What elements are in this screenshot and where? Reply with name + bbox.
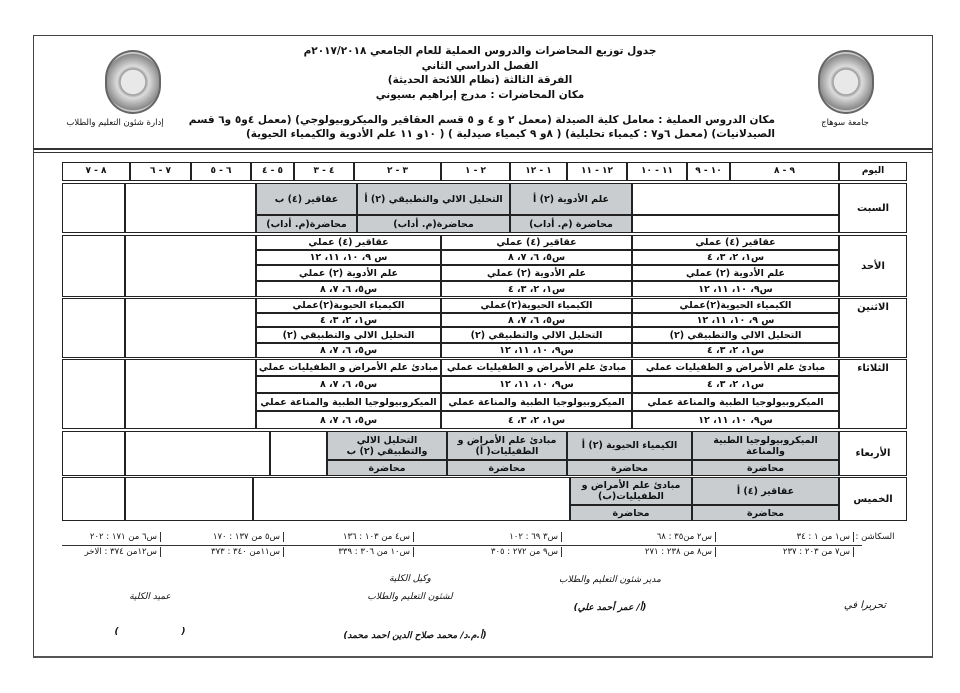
time-slot-header: ٩ - ٨ — [730, 162, 839, 181]
time-slot-header: ٤ - ٣ — [294, 162, 354, 181]
vice-dean-title: وكيل الكلية — [389, 574, 431, 584]
session-groups: س٥، ٦، ٧، ٨ — [256, 281, 441, 297]
vice-dean-title: لشئون التعليم والطلاب — [367, 592, 453, 602]
director-name: (أ/ عمر أحمد علي) — [573, 603, 647, 613]
empty-cell — [62, 235, 125, 297]
right-logo-caption: جامعة سوهاج — [821, 118, 869, 128]
empty-cell — [125, 235, 256, 297]
title-line: الفصل الدراسي الثاني — [421, 59, 539, 72]
empty-cell — [270, 431, 327, 476]
session-groups: س ٩، ١٠، ١١، ١٢ — [256, 250, 441, 265]
document-title-block — [230, 44, 730, 102]
session-groups: س٩، ١٠، ١١، ١٢ — [632, 281, 839, 297]
session-title: علم الأدوية (٢) عملي — [256, 265, 441, 281]
time-slot-header: ٧ - ٦ — [130, 162, 191, 181]
title-line: مكان المحاضرات : مدرج إبراهيم بسيوني — [375, 88, 585, 101]
session-title: التحليل الالي والتطبيقي (٢) — [632, 327, 839, 343]
session-title: الميكروبيولوجيا الطبية والمناعة عملي — [441, 393, 632, 411]
section-range: س٩ من ٢٧٢ : ٣٠٥ — [458, 547, 562, 557]
session-title: مبادئ علم الأمراض و الطفيليات عملي — [256, 359, 441, 376]
empty-cell — [632, 183, 839, 215]
session-title: مبادئ علم الأمراض و الطفيليات عملي — [632, 359, 839, 376]
day-label-thursday: الخميس — [839, 477, 907, 521]
section-range: س١ من ١ : ٣٤ — [760, 532, 854, 542]
section-range: س١٢من ٣٧٤ : الاخر — [62, 547, 161, 557]
session-groups: س٩، ١٠، ١١، ١٢ — [441, 343, 632, 358]
session-detail: محاضرة — [692, 460, 839, 476]
left-logo-caption: إدارة شئون التعليم والطلاب — [66, 118, 164, 128]
day-label-saturday: السبت — [839, 183, 907, 233]
session-title: الميكروبيولوجيا الطبية والمناعة عملي — [632, 393, 839, 411]
time-slot-header: ٦ - ٥ — [191, 162, 251, 181]
session-groups: س١، ٢، ٣، ٤ — [256, 313, 441, 327]
section-range: س٦ من ١٧١ : ٢٠٢ — [62, 532, 161, 542]
empty-cell — [62, 431, 125, 476]
empty-cell — [62, 477, 125, 521]
empty-cell — [632, 215, 839, 233]
section-range: س٢ من٣٥ : ٦٨ — [612, 532, 716, 542]
empty-cell — [125, 477, 253, 521]
session-groups: س١، ٢، ٣، ٤ — [632, 376, 839, 393]
written-on-label: تحريرا في — [843, 600, 887, 611]
session-title: مبادئ علم الأمراض و الطفيليات( أ) — [447, 431, 567, 460]
day-column-header: اليوم — [839, 162, 907, 181]
time-slot-header: ١٠ - ٩ — [687, 162, 730, 181]
title-line: جدول توزيع المحاضرات والدروس العملية للعام الجامعي ٢٠١٧/٢٠١٨م — [303, 45, 657, 57]
session-title: عقاقير (٤) أ — [692, 477, 839, 505]
session-groups: س١، ٢، ٣، ٤ — [441, 281, 632, 297]
empty-cell — [62, 183, 125, 233]
session-title: عقاقير (٤) ب — [256, 183, 357, 215]
session-title: الكيمياء الحيوية(٢)عملي — [441, 298, 632, 313]
session-detail: محاضرة(م. أداب) — [256, 215, 357, 233]
session-groups: س١، ٢، ٣، ٤ — [632, 250, 839, 265]
session-detail: محاضرة(م. أداب) — [357, 215, 510, 233]
session-detail: محاضرة — [570, 505, 692, 521]
session-title: علم الأدوية (٢) عملي — [632, 265, 839, 281]
section-range: س٨ من ٢٣٨ : ٢٧١ — [612, 547, 716, 557]
section-range: س٤ من ١٠٣ : ١٣٦ — [300, 532, 414, 542]
day-label-wednesday: الأربعاء — [839, 431, 907, 476]
director-title: مدير شئون التعليم والطلاب — [559, 575, 661, 585]
session-title: التحليل الالي والتطبيقي (٢) — [441, 327, 632, 343]
session-title: الميكروبيولوجيا الطبية والمناعة — [692, 431, 839, 460]
time-slot-header: ٨ - ٧ — [62, 162, 130, 181]
session-title: الكيمياء الحيوية(٢)عملي — [632, 298, 839, 313]
session-title: عقاقير (٤) عملي — [256, 235, 441, 250]
session-groups: س٥، ٦، ٧، ٨ — [256, 411, 441, 429]
day-label-tuesday: الثلاثاء — [839, 359, 907, 429]
session-detail: محاضرة — [692, 505, 839, 521]
day-label-sunday: الأحد — [839, 235, 907, 297]
empty-cell — [125, 298, 256, 358]
section-range: س٧ من ٢٠٣ : ٢٣٧ — [760, 547, 854, 557]
empty-cell — [253, 477, 570, 521]
session-title: مبادئ علم الأمراض و الطفيليات(ب) — [570, 477, 692, 505]
session-detail: محاضرة — [327, 460, 447, 476]
section-range: س١٠ من ٣٠٦ : ٣٣٩ — [300, 547, 414, 557]
session-groups: س٥، ٦، ٧، ٨ — [441, 313, 632, 327]
time-slot-header: ٢ - ١ — [441, 162, 510, 181]
session-groups: س٥، ٦، ٧، ٨ — [441, 250, 632, 265]
time-slot-header: ١١ - ١٠ — [627, 162, 687, 181]
labs-line-2: الصيدلانيات) (معمل ٦و٧ : كيمياء تحليلية) ( ٨و ٩ كيمياء صيدلية ) ( ١٠و ١١ علم الأدوية والكيمياء الحيوية) — [245, 128, 775, 140]
session-title: التحليل الالي والتطبيقي (٢) ب — [327, 431, 447, 460]
session-groups: س١، ٢، ٣، ٤ — [632, 343, 839, 358]
empty-cell — [62, 298, 125, 358]
vice-dean-name: (أ.م.د/ محمد صلاح الدين احمد محمد) — [343, 631, 487, 641]
empty-cell — [62, 359, 125, 429]
session-groups: س٥، ٦، ٧، ٨ — [256, 343, 441, 358]
time-slot-header: ٣ - ٢ — [354, 162, 441, 181]
session-detail: محاضرة (م. أداب) — [510, 215, 632, 233]
time-slot-header: ١ - ١٢ — [510, 162, 567, 181]
section-range: س٥ من ١٣٧ : ١٧٠ — [180, 532, 284, 542]
session-title: عقاقير (٤) عملي — [441, 235, 632, 250]
session-detail: محاضرة — [447, 460, 567, 476]
dean-name: ( ) — [114, 627, 186, 637]
session-groups: س٥، ٦، ٧، ٨ — [256, 376, 441, 393]
title-line: الفرقة الثالثة (نظام اللائحة الحديثة) — [387, 74, 573, 86]
labs-line-1: مكان الدروس العملية : معامل كلية الصيدلة (معمل ٢ و ٤ و ٥ قسم العقاقير والميكروبيولوجي) (معمل ٤و٥ و٦ قسم — [188, 114, 775, 126]
session-title: التحليل الالي والتطبيقي (٢) أ — [357, 183, 510, 215]
session-title: الميكروبيولوجيا الطبية والمناعة عملي — [256, 393, 441, 411]
university-seal-logo — [818, 50, 874, 114]
empty-cell — [125, 359, 256, 429]
section-range: س١١من ٣٤٠ : ٣٧٣ — [180, 547, 284, 557]
session-title: علم الأدوية (٢) أ — [510, 183, 632, 215]
sections-divider — [62, 545, 862, 546]
session-title: التحليل الالي والتطبيقي (٢) — [256, 327, 441, 343]
session-groups: س ٩، ١٠، ١١، ١٢ — [632, 313, 839, 327]
time-slot-header: ١٢ - ١١ — [567, 162, 627, 181]
section-range: س٣ ٦٩ : ١٠٢ — [458, 532, 562, 542]
session-title: الكيمياء الحيوية(٢)عملي — [256, 298, 441, 313]
session-groups: س٩، ١٠، ١١، ١٢ — [632, 411, 839, 429]
session-title: علم الأدوية (٢) عملي — [441, 265, 632, 281]
faculty-seal-logo — [105, 50, 161, 114]
empty-cell — [125, 183, 256, 233]
session-title: الكيمياء الحيوية (٢) أ — [567, 431, 692, 460]
divider — [33, 148, 932, 150]
session-detail: محاضرة — [567, 460, 692, 476]
session-title: مبادئ علم الأمراض و الطفيليات عملي — [441, 359, 632, 376]
dean-title: عميد الكلية — [129, 592, 171, 602]
session-groups: س٩، ١٠، ١١، ١٢ — [441, 376, 632, 393]
sections-label: السكاشن : — [855, 532, 895, 542]
divider — [33, 152, 932, 153]
day-label-monday: الاثنين — [839, 298, 907, 358]
time-slot-header: ٥ - ٤ — [251, 162, 294, 181]
session-groups: س١، ٢، ٣، ٤ — [441, 411, 632, 429]
session-title: عقاقير (٤) عملي — [632, 235, 839, 250]
empty-cell — [125, 431, 270, 476]
